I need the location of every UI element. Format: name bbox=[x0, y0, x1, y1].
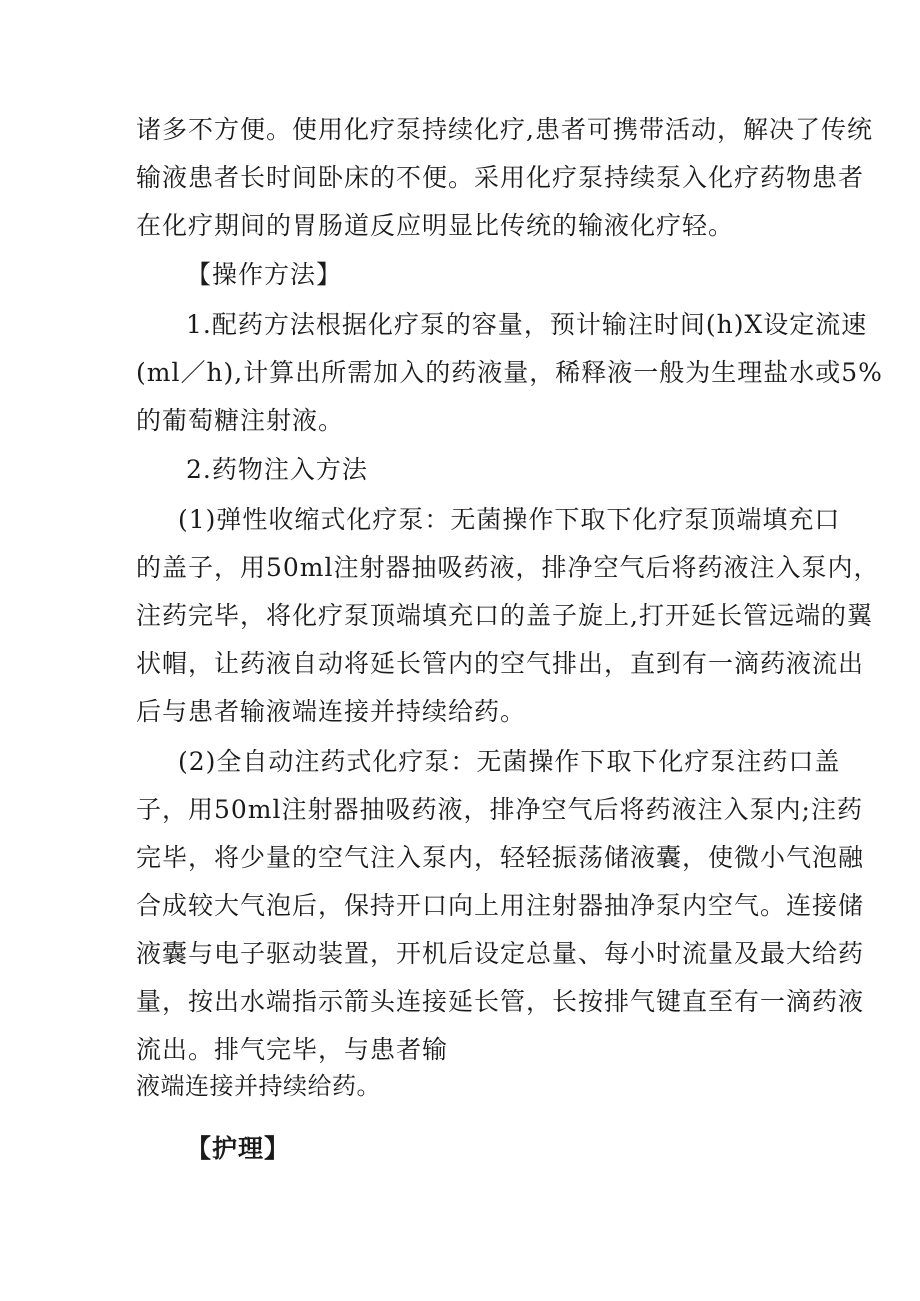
intro-line-3: 在化疗期间的胃肠道反应明显比传统的输液化疗轻。 bbox=[136, 211, 735, 240]
item-2-2-line-5: 液囊与电子驱动装置，开机后设定总量、每小时流量及最大给药 bbox=[136, 939, 865, 968]
item-2-2-line-3: 完毕，将少量的空气注入泵内，轻轻振荡储液囊，使微小气泡融 bbox=[136, 843, 865, 872]
item-2-1-line-1: (1)弹性收缩式化疗泵：无菌操作下取下化疗泵顶端填充口 bbox=[178, 505, 841, 534]
item-2-heading: 2.药物注入方法 bbox=[186, 455, 368, 484]
intro-line-1: 诸多不方便。使用化疗泵持续化疗,患者可携带活动，解决了传统 bbox=[136, 115, 873, 144]
item-2-1-line-3: 注药完毕，将化疗泵顶端填充口的盖子旋上,打开延长管远端的翼 bbox=[136, 601, 873, 630]
item-2-2-line-8: 液端连接并持续给药。 bbox=[136, 1072, 381, 1100]
item-2-1-line-2: 的盖子，用50ml注射器抽吸药液，排净空气后将药液注入泵内， bbox=[136, 553, 880, 582]
intro-line-2: 输液患者长时间卧床的不便。采用化疗泵持续泵入化疗药物患者 bbox=[136, 163, 865, 192]
item-1-line-3: 的葡萄糖注射液。 bbox=[136, 406, 345, 435]
item-2-1-line-4: 状帽，让药液自动将延长管内的空气排出，直到有一滴药液流出 bbox=[136, 649, 865, 678]
item-2-2-line-4: 合成较大气泡后，保持开口向上用注射器抽净泵内空气。连接储 bbox=[136, 891, 865, 920]
item-2-2-line-6: 量，按出水端指示箭头连接延长管，长按排气键直至有一滴药液 bbox=[136, 987, 865, 1016]
item-1-line-2: (ml／h),计算出所需加入的药液量，稀释液一般为生理盐水或5% bbox=[136, 358, 883, 387]
item-2-1-line-5: 后与患者输液端连接并持续给药。 bbox=[136, 697, 527, 726]
item-2-2-line-2: 子，用50ml注射器抽吸药液，排净空气后将药液注入泵内;注药 bbox=[136, 795, 863, 824]
item-2-2-line-7: 流出。排气完毕，与患者输 bbox=[136, 1035, 449, 1064]
section-heading-nursing: 【护理】 bbox=[186, 1134, 291, 1163]
section-heading-operation: 【操作方法】 bbox=[186, 260, 343, 289]
item-2-2-line-1: (2)全自动注药式化疗泵：无菌操作下取下化疗泵注药口盖 bbox=[178, 747, 841, 776]
item-1-line-1: 1.配药方法根据化疗泵的容量，预计输注时间(h)X设定流速 bbox=[186, 310, 868, 339]
